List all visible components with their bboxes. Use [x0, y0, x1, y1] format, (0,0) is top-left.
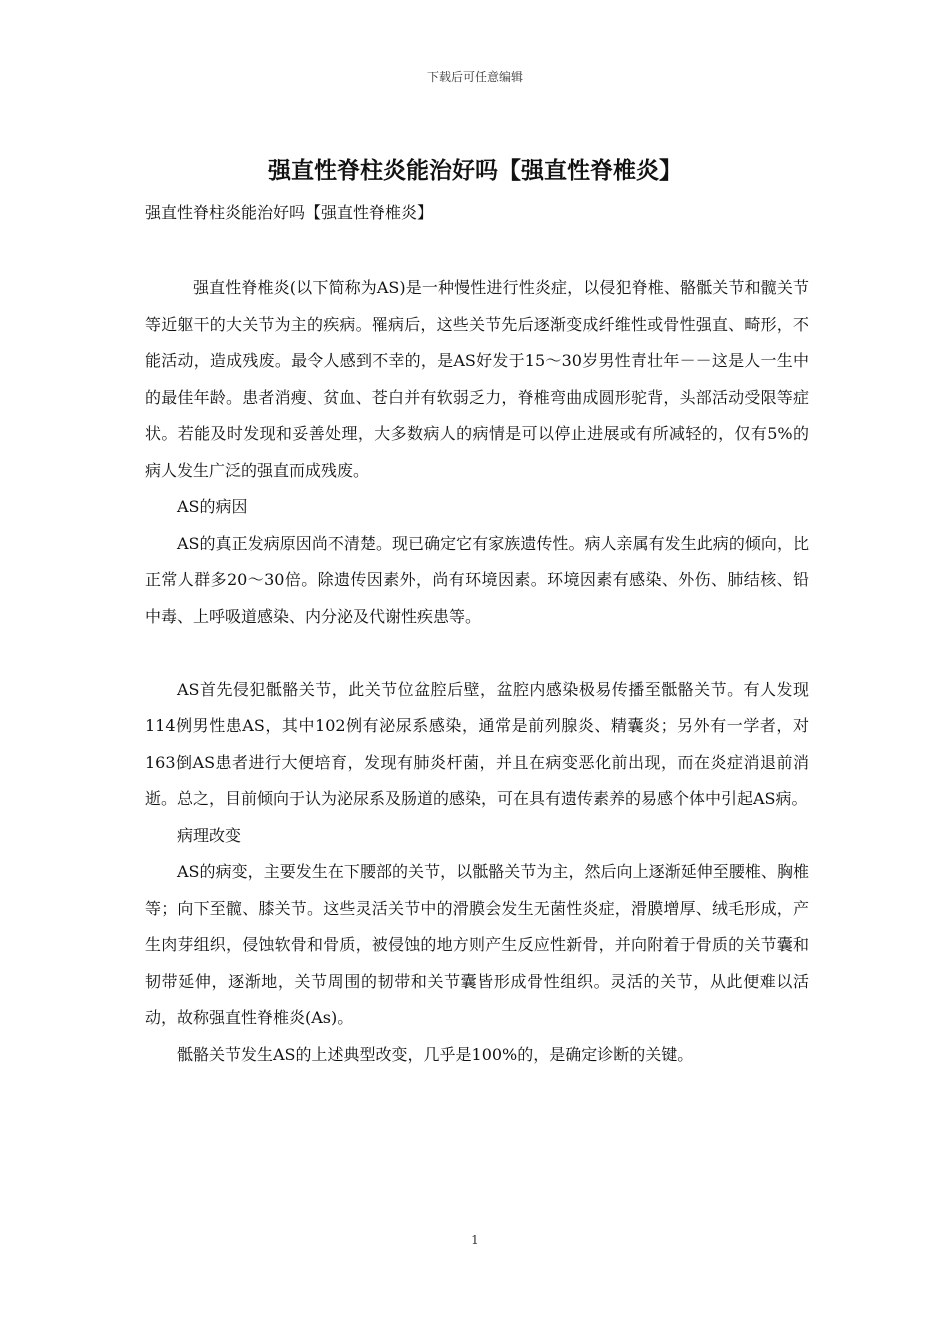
cause-paragraph-2: AS首先侵犯骶骼关节，此关节位盆腔后壁，盆腔内感染极易传播至骶骼关节。有人发现114例男性患AS，其中102例有泌尿系感染，通常是前列腺炎、精囊炎；另外有一学者，对163倒AS患者进行大便培育，发现有肺炎杆菌，并且在病变恶化前出现，而在炎症消退前消逝。总之，目前倾向于认为泌尿系及肠道的感染，可在具有遗传素养的易感个体中引起AS病。 — [145, 679, 809, 808]
header-note: 下载后可任意编辑 — [426, 70, 523, 84]
pathology-paragraph-2: 骶骼关节发生AS的上述典型改变，几乎是100%的，是确定诊断的关键。 — [177, 1044, 694, 1064]
cause-paragraph-1: AS的真正发病原因尚不清楚。现已确定它有家族遗传性。病人亲属有发生此病的倾向，比正常人群多20～30倍。除遗传因素外，尚有环境因素。环境因素有感染、外伤、肺结核、铅中毒、上呼吸道感染、内分泌及代谢性疾患等。 — [145, 533, 809, 626]
section-heading-pathology: 病理改变 — [177, 825, 242, 845]
document-subtitle: 强直性脊柱炎能治好吗【强直性脊椎炎】 — [145, 203, 434, 222]
paragraph-spacer — [145, 635, 809, 672]
document-title: 强直性脊柱炎能治好吗【强直性脊椎炎】 — [268, 157, 682, 184]
intro-paragraph: 强直性脊椎炎(以下简称为AS)是一种慢性进行性炎症，以侵犯脊椎、骼骶关节和髋关节等近躯干的大关节为主的疾病。罹病后，这些关节先后逐渐变成纤维性或骨性强直、畸形，不能活动，造成残废。最令人感到不幸的，是AS好发于15～30岁男性青壮年－－这是人一生中的最佳年龄。患者消瘦、贫血、苍白并有软弱乏力，脊椎弯曲成圆形驼背，头部活动受限等症状。若能及时发现和妥善处理，大多数病人的病情是可以停止进展或有所减轻的，仅有5%的病人发生广泛的强直而成残废。 — [145, 278, 809, 480]
document-body — [145, 270, 809, 1073]
page-number: 1 — [471, 1233, 479, 1247]
section-heading-cause: AS的病因 — [177, 497, 248, 516]
pathology-paragraph-1: AS的病变，主要发生在下腰部的关节，以骶骼关节为主，然后向上逐渐延伸至腰椎、胸椎等；向下至髋、膝关节。这些灵活关节中的滑膜会发生无菌性炎症，滑膜增厚、绒毛形成，产生肉芽组织，侵蚀软骨和骨质，被侵蚀的地方则产生反应性新骨，并向附着于骨质的关节囊和韧带延伸，逐渐地，关节周围的韧带和关节囊皆形成骨性组织。灵活的关节，从此便难以活动，故称强直性脊椎炎(As)。 — [145, 862, 809, 1027]
